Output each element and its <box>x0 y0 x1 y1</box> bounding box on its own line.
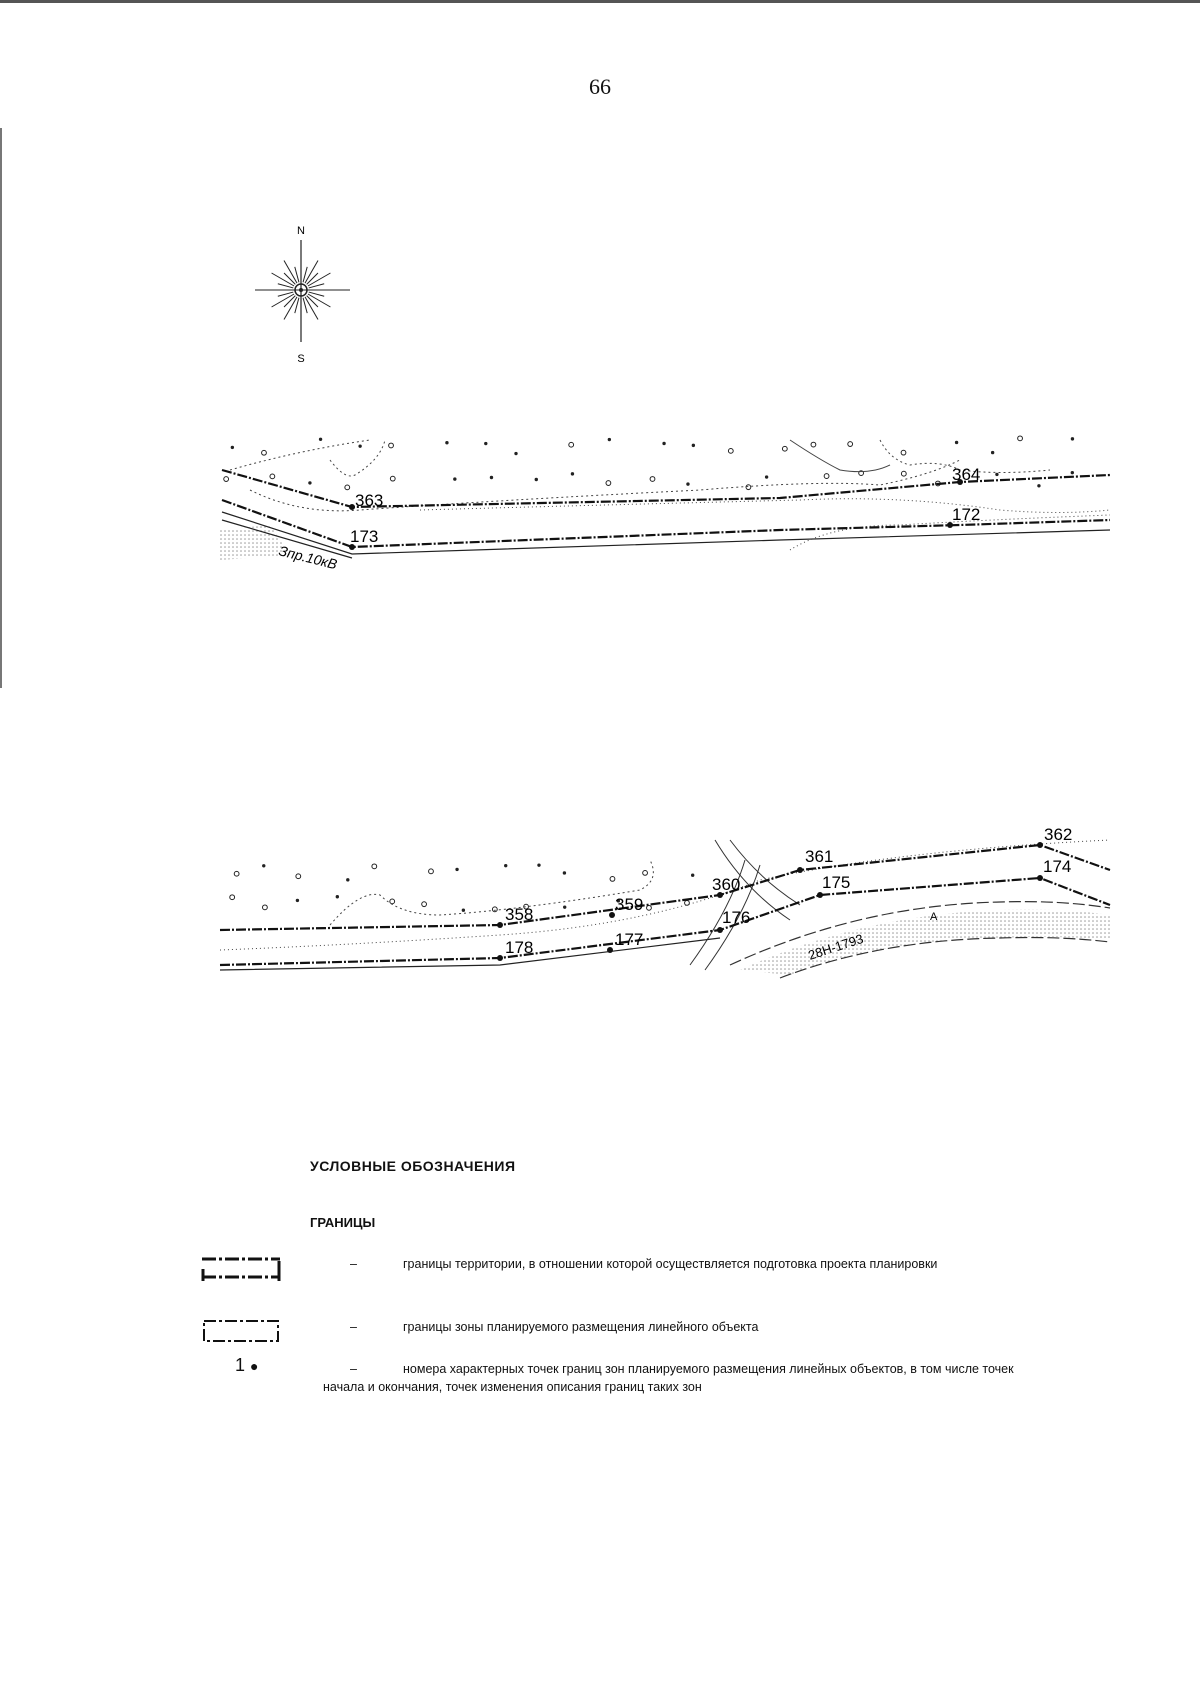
left-margin-rule <box>0 128 2 688</box>
compass-rose-icon <box>255 222 355 367</box>
road-letter-label: А <box>930 911 938 923</box>
page-number: 66 <box>589 74 611 99</box>
point-label-175: 175 <box>822 873 851 892</box>
legend-text: границы территории, в отношении которой осуществляется подготовка проекта планировки <box>403 1257 938 1271</box>
point-label-359: 359 <box>615 895 644 914</box>
map-fragment-bottom <box>0 820 1200 980</box>
point-label-177: 177 <box>615 930 644 949</box>
legend-title: УСЛОВНЫЕ ОБОЗНАЧЕНИЯ <box>310 1158 516 1174</box>
territory-boundary-symbol <box>200 1255 290 1285</box>
point-label-173: 173 <box>350 527 379 546</box>
legend-item-territory <box>200 1255 1020 1295</box>
point-label-172: 172 <box>952 505 981 524</box>
top-edge-line <box>0 0 1200 3</box>
legend-dash: – <box>350 1257 357 1271</box>
legend-text: номера характерных точек границ зон планируемого размещения линейных объектов, в том числе точек начала и окончания, точек изменения описания границ таких зон <box>323 1362 1014 1394</box>
compass-north-label: N <box>297 225 305 237</box>
legend-item-zone <box>200 1318 1020 1348</box>
power-line-label: Зпр.10кВ <box>277 542 339 573</box>
compass-south-label: S <box>297 353 305 365</box>
point-label-361: 361 <box>805 847 834 866</box>
point-label-178: 178 <box>505 938 534 957</box>
point-number-symbol: 1 ● <box>235 1355 259 1375</box>
legend-dash: – <box>350 1320 357 1334</box>
legend-text: границы зоны планируемого размещения линейного объекта <box>403 1320 759 1334</box>
legend-dash: – <box>350 1362 357 1376</box>
vegetation-symbols-top <box>224 436 1074 490</box>
point-label-360: 360 <box>712 875 741 894</box>
point-label-174: 174 <box>1043 857 1072 876</box>
zone-boundary-symbol <box>200 1318 290 1348</box>
point-label-364: 364 <box>952 465 981 484</box>
road-label: 28Н-1793 <box>806 930 866 963</box>
point-label-363: 363 <box>355 491 384 510</box>
legend-item-points <box>200 1355 1020 1400</box>
point-label-362: 362 <box>1044 825 1073 844</box>
legend-section-title: ГРАНИЦЫ <box>310 1215 376 1230</box>
point-label-358: 358 <box>505 905 534 924</box>
map-fragment-top <box>0 430 1200 580</box>
point-label-176: 176 <box>722 908 751 927</box>
